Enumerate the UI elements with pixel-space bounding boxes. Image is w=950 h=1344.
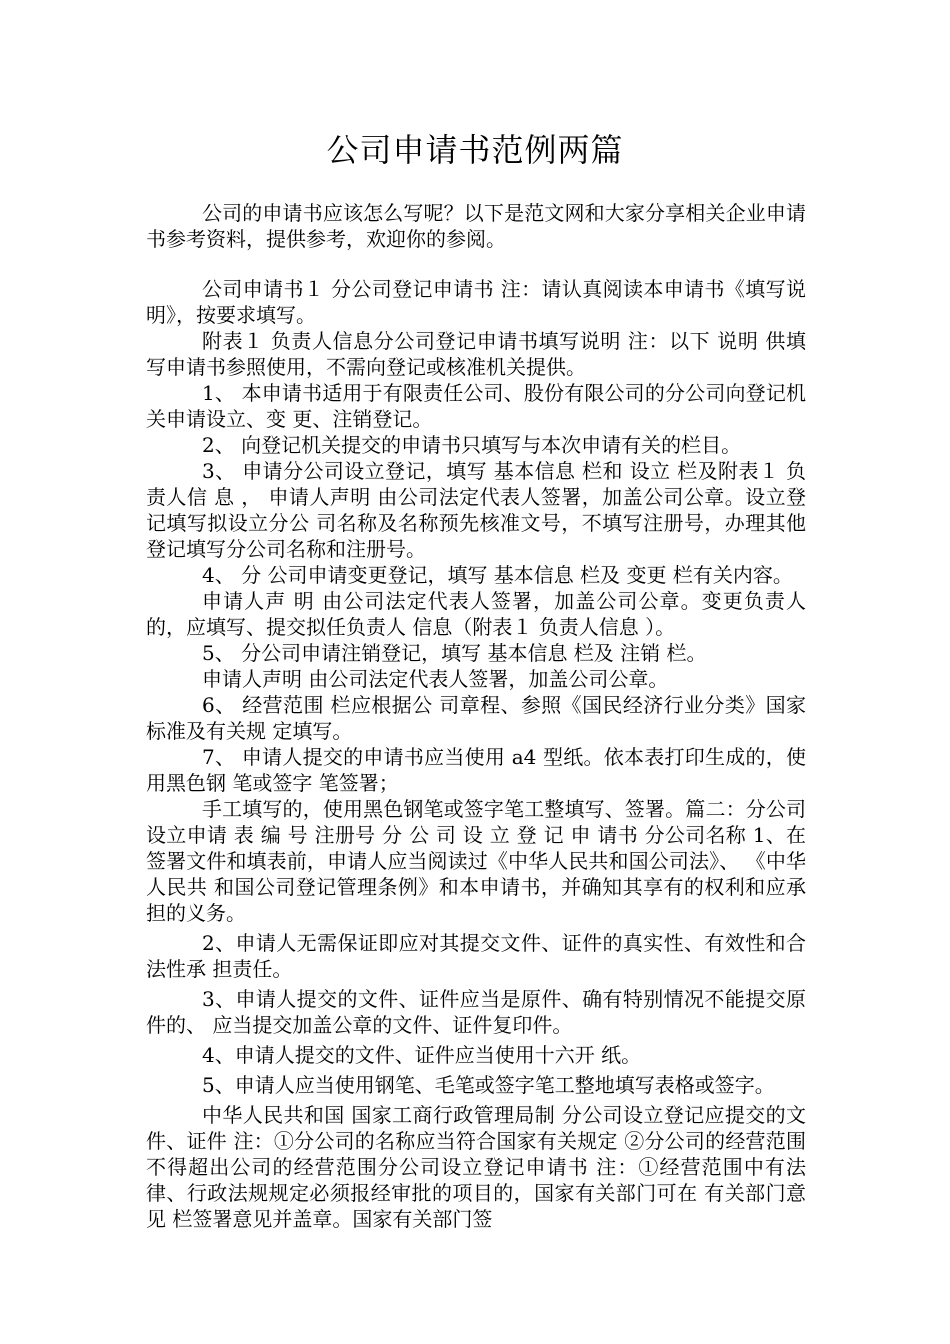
paragraph-appendix-1: 附表１ 负责人信息分公司登记申请书填写说明 注：以下 说明 供填写申请书参照使用，不需向登记或核准机关提供。 [146,329,806,379]
paragraph-item-5: 5、 分公司申请注销登记，填写 基本信息 栏及 注销 栏。 [202,641,707,665]
paragraph-item-1: 1、 本申请书适用于有限责任公司、股份有限公司的分公司向登记机关申请设立、变 更、注销登记。 [146,381,806,431]
paragraph-part-two: 手工填写的，使用黑色钢笔或签字笔工整填写、签署。篇二：分公司设立申请 表 编 号 注册号 分 公 司 设 立 登 记 申 请书 分公司名称 1、在签署文件和填表前，申请人应当阅读过《中华人民共和国公司法》、 《中华人民共 和国公司登记管理条例》和本申请书，并确知其享有的权利和应承担的义务。 [146,797,806,925]
paragraph-declaration-cancel: 申请人声明 由公司法定代表人签署，加盖公司公章。 [202,667,669,691]
paragraph-rule-5: 5、申请人应当使用钢笔、毛笔或签字笔工整地填写表格或签字。 [202,1073,775,1097]
paragraph-intro: 公司的申请书应该怎么写呢？以下是范文网和大家分享相关企业申请书参考资料，提供参考，欢迎你的参阅。 [146,201,806,251]
paragraph-item-7: 7、 申请人提交的申请书应当使用 a4 型纸。依本表打印生成的，使用黑色钢 笔或签字 笔签署； [146,745,806,795]
page-title: 公司申请书范例两篇 [326,131,624,169]
paragraph-rule-2: 2、申请人无需保证即应对其提交文件、证件的真实性、有效性和合法性承 担责任。 [146,931,806,981]
paragraph-item-2: 2、 向登记机关提交的申请书只填写与本次申请有关的栏目。 [202,433,742,457]
paragraph-issuer: 中华人民共和国 国家工商行政管理局制 分公司设立登记应提交的文件、证件 注：①分公司的名称应当符合国家有关规定 ②分公司的经营范围不得超出公司的经营范围分公司设立登记申请书 注：①经营范围中有法律、行政法规规定必须报经审批的项目的，国家有关部门可在 有关部门意见 栏签署意见并盖章。国家有关部门签 [146,1103,806,1231]
paragraph-rule-3: 3、申请人提交的文件、证件应当是原件、确有特别情况不能提交原件的、 应当提交加盖公章的文件、证件复印件。 [146,987,806,1037]
paragraph-item-3: 3、 申请分公司设立登记，填写 基本信息 栏和 设立 栏及附表１ 负责人信 息 ， 申请人声明 由公司法定代表人签署，加盖公司公章。设立登记填写拟设立分公 司名称及名称预先核准文号，不填写注册号，办理其他登记填写分公司名称和注册号。 [146,459,806,561]
paragraph-item-4: 4、 分 公司申请变更登记，填写 基本信息 栏及 变更 栏有关内容。 [202,563,793,587]
paragraph-rule-4: 4、申请人提交的文件、证件应当使用十六开 纸。 [202,1043,642,1067]
paragraph-declaration-change: 申请人声 明 由公司法定代表人签署，加盖公司公章。变更负责人的，应填写、提交拟任负责人 信息（附表１ 负责人信息 ）。 [146,589,806,639]
document-body [146,200,806,1232]
paragraph-application-1: 公司申请书１ 分公司登记申请书 注：请认真阅读本申请书《填写说明》，按要求填写。 [146,277,806,327]
paragraph-item-6: 6、 经营范围 栏应根据公 司章程、参照《国民经济行业分类》国家标准及有关规 定填写。 [146,693,806,743]
